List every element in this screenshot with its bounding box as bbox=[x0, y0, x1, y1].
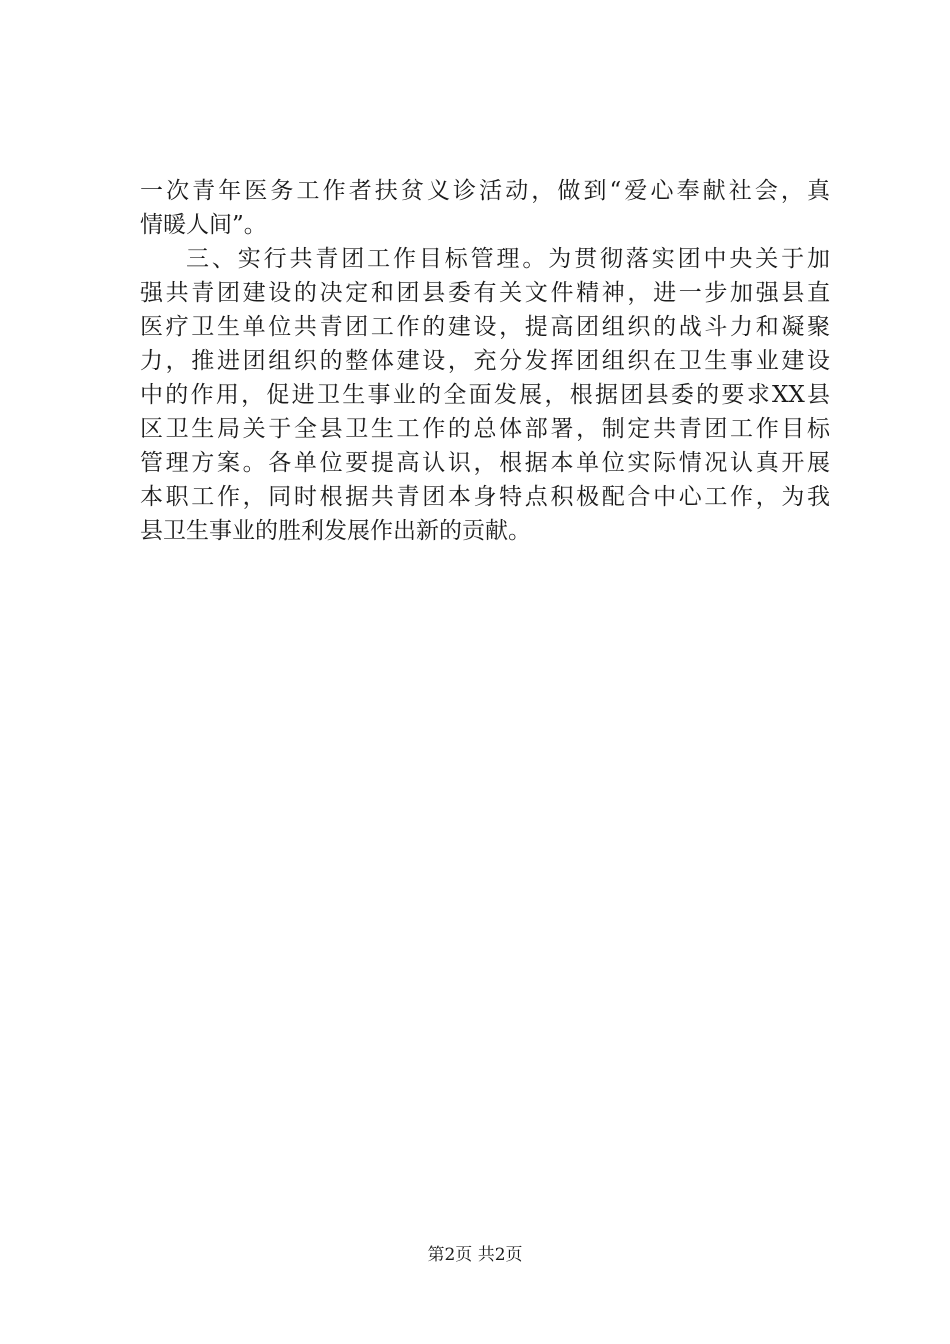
paragraph-line: 三、实行共青团工作目标管理。为贯彻落实团中央关于加 bbox=[186, 246, 830, 272]
paragraph-line: 强共青团建设的决定和团县委有关文件精神，进一步加强县直 bbox=[140, 280, 830, 306]
paragraph-line: 中的作用，促进卫生事业的全面发展，根据团县委的要求XX县 bbox=[140, 382, 830, 408]
paragraph-line: 区卫生局关于全县卫生工作的总体部署，制定共青团工作目标 bbox=[140, 416, 830, 442]
paragraph-line: 县卫生事业的胜利发展作出新的贡献。 bbox=[140, 518, 531, 544]
page-number-footer: 第2页 共2页 bbox=[427, 1245, 523, 1265]
paragraph-line: 一次青年医务工作者扶贫义诊活动，做到“爱心奉献社会，真 bbox=[140, 178, 830, 204]
document-body bbox=[140, 174, 830, 548]
paragraph-line: 本职工作，同时根据共青团本身特点积极配合中心工作，为我 bbox=[140, 484, 830, 510]
paragraph-line: 管理方案。各单位要提高认识，根据本单位实际情况认真开展 bbox=[140, 450, 830, 476]
paragraph-line: 医疗卫生单位共青团工作的建设，提高团组织的战斗力和凝聚 bbox=[140, 314, 830, 340]
paragraph-line: 情暖人间”。 bbox=[140, 212, 267, 238]
paragraph-line: 力，推进团组织的整体建设，充分发挥团组织在卫生事业建设 bbox=[140, 348, 830, 374]
